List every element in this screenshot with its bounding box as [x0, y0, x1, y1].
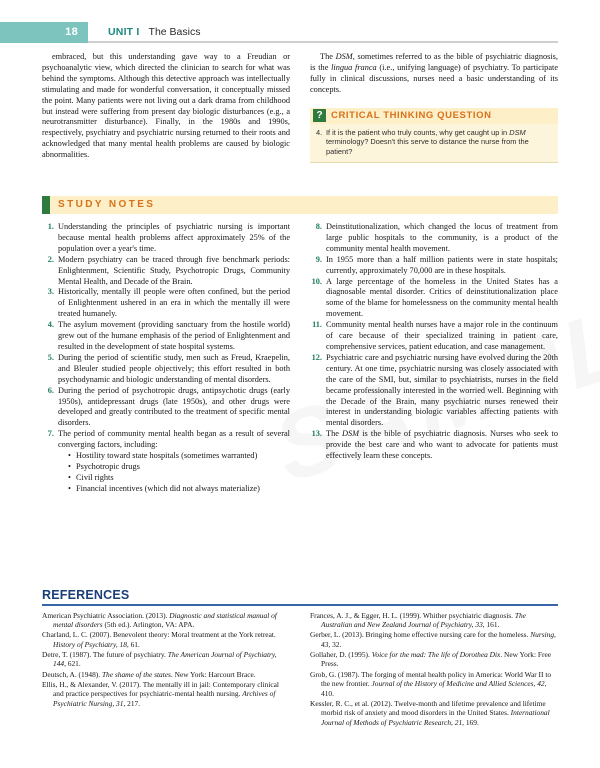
unit-label: UNIT I — [108, 26, 140, 38]
study-note-item — [310, 222, 558, 255]
study-note-number: 13. — [311, 429, 322, 439]
study-notes-header — [42, 196, 558, 214]
study-note-subitem: • Hostility toward state hospitals (sometimes warranted) — [68, 451, 290, 462]
study-note-text: In 1955 more than a half million patients were in state hospitals; currently, approximately 70,000 are in these hospitals. — [326, 254, 558, 275]
study-note-text: During the period of psychotropic drugs, antipsychotic drugs (early 1950s), antidepressant drugs (late 1950s), and other drugs were developed and greatly contributed to the treatment of specific mental disorders. — [58, 385, 290, 428]
study-note-number: 2. — [47, 254, 54, 264]
study-note-number: 11. — [312, 320, 322, 330]
references-left-column — [42, 611, 290, 709]
critical-thinking-item — [316, 128, 552, 157]
reference-entry: Detre, T. (1987). The future of psychiatry. The American Journal of Psychiatry, 144, 621. — [42, 649, 277, 669]
page-number: 18 — [65, 26, 78, 38]
critical-thinking-header — [310, 108, 558, 124]
critical-thinking-title: CRITICAL THINKING QUESTION — [331, 110, 492, 122]
study-note-subitem: • Financial incentives (which did not always materialize) — [68, 484, 290, 495]
study-note-item — [42, 222, 290, 255]
header-rule — [88, 41, 558, 43]
study-notes-columns — [42, 222, 558, 495]
references-section — [42, 588, 558, 728]
study-note-text: A large percentage of the homeless in the United States has a diagnosable mental disorder. Critics of deinstitutionalization place some of the blame for homelessness on the community mental health movement. — [326, 276, 558, 319]
reference-entry: Grob, G. (1987). The forging of mental health policy in America: World War II to the new frontier. Journal of the History of Medicine and Allied Sciences, 42, 410. — [310, 669, 552, 698]
top-columns — [42, 52, 558, 163]
critical-thinking-number: 4. — [316, 127, 323, 137]
study-note-item — [42, 255, 290, 288]
study-note-item — [310, 255, 558, 277]
references-title: REFERENCES — [42, 588, 130, 602]
study-note-text: During the period of scientific study, men such as Freud, Kraepelin, and Bleuler studied people objectively; this effort resulted in both psychodynamic and biologic understanding of mental disorders. — [58, 352, 290, 384]
study-note-text: The DSM is the bible of psychiatric diagnosis. Nurses who seek to provide the best care and who want to advocate for patients must effectively learn these concepts. — [326, 429, 558, 461]
study-note-item — [42, 353, 290, 386]
study-note-number: 8. — [315, 222, 322, 231]
study-notes-left-list — [42, 222, 290, 495]
reference-entry: Deutsch, A. (1948). The shame of the states. New York: Harcourt Brace. — [42, 669, 256, 679]
references-right-column — [310, 611, 558, 729]
reference-entry: Ellis, H., & Alexander, V. (2017). The mentally ill in jail: Contemporary clinical and practice perspectives for psychiatric-mental health nursing. Archives of Psychiatric Nursing, 31, 217. — [42, 679, 279, 708]
study-note-item — [310, 429, 558, 462]
top-left-column — [42, 52, 290, 161]
study-note-number: 3. — [47, 287, 54, 297]
study-notes-section — [42, 196, 558, 495]
study-notes-accent-bar — [42, 196, 50, 214]
study-note-subitem: • Psychotropic drugs — [68, 462, 290, 473]
references-left-list — [42, 611, 290, 709]
study-note-number: 4. — [47, 320, 54, 330]
references-rule — [42, 604, 558, 606]
study-note-number: 5. — [47, 352, 54, 362]
study-note-item — [310, 353, 558, 429]
running-head — [0, 22, 600, 43]
top-right-column — [310, 52, 558, 163]
reference-entry: Charland, L. C. (2007). Benevolent theory: Moral treatment at the York retreat. History of Psychiatry, 18, 61. — [42, 630, 276, 649]
critical-thinking-text: If it is the patient who truly counts, why get caught up in DSM terminology? Doesn't this serve to distance the nurse from the patient? — [326, 127, 529, 156]
study-note-number: 10. — [311, 276, 322, 286]
critical-thinking-body — [310, 124, 558, 163]
study-note-text: Modern psychiatry can be traced through five benchmark periods: Enlightenment, Scientific Study, Psychotropic Drugs, Community Mental Health, and Decade of the Brain. — [58, 254, 290, 286]
references-columns — [42, 611, 558, 729]
right-body-paragraph: The DSM, sometimes referred to as the bible of psychiatric diagnosis, is the lingua franca (i.e., unifying language) of psychiatry. To participate fully in clinical discussions, nurses need a basic understanding of its concepts. — [310, 52, 558, 94]
critical-thinking-question-box — [310, 108, 558, 164]
study-note-text: The asylum movement (providing sanctuary from the hostile world) grew out of the humane emphasis of the period of Enlightenment and resulted in the development of state hospital systems. — [58, 320, 290, 351]
study-notes-right-column — [310, 222, 558, 462]
references-right-list — [310, 611, 558, 728]
reference-entry: Kessler, R. C., et al. (2012). Twelve-month and lifetime prevalence and lifetime morbid risk of anxiety and mood disorders in the United States. International Journal of Methods of Psychiatric Research, 21, 169. — [310, 698, 550, 728]
study-note-number: 1. — [47, 222, 54, 231]
study-note-text: Deinstitutionalization, which changed the locus of treatment from large public hospitals to the community, is a product of the community mental health movement. — [326, 222, 558, 253]
study-note-number: 7. — [47, 429, 54, 439]
study-note-subitem: • Civil rights — [68, 473, 290, 484]
study-note-text: Psychiatric care and psychiatric nursing have evolved during the 20th century. At one time, psychiatric nursing was closely associated with the care of the SMI, but, similar to psychiatrists, nurses in the field became professionally interested in the worried well. Beginning with the Decade of the Brain, many psychiatric nurses renewed their interest in understanding biologic variables affecting patients with mental disorders. — [326, 352, 558, 428]
study-note-item — [42, 386, 290, 430]
reference-entry: Gollaher, D. (1995). Voice for the mad: The life of Dorothea Dix. New York: Free Press. — [310, 649, 552, 669]
reference-entry: Frances, A. J., & Egger, H. L. (1999). Whither psychiatric diagnosis. The Australian and New Zealand Journal of Psychiatry, 33, 161. — [310, 610, 526, 630]
study-note-item — [310, 277, 558, 321]
running-head-title — [108, 23, 200, 41]
reference-entry: American Psychiatric Association. (2013). Diagnostic and statistical manual of mental disorders (5th ed.). Arlington, VA: APA. — [42, 610, 277, 630]
unit-title: The Basics — [148, 26, 201, 38]
study-note-text: Community mental health nurses have a major role in the continuum of care because of their specialized training in patient care, comprehensive services, patient education, and case management. — [326, 320, 558, 351]
study-notes-right-list — [310, 222, 558, 462]
study-note-text: Understanding the principles of psychiatric nursing is important because mental health problems affect approximately 25% of the population over a year's time. — [58, 222, 290, 253]
study-note-text: Historically, mentally ill people were often confined, but the period of Enlightenment ushered in an era in which the mentally ill were treated humanely. — [58, 287, 290, 319]
study-notes-left-column — [42, 222, 290, 495]
question-mark-icon: ? — [313, 109, 326, 122]
study-note-item — [42, 287, 290, 320]
study-note-sublist — [58, 451, 290, 495]
study-note-item — [42, 429, 290, 494]
study-notes-title: STUDY NOTES — [58, 199, 156, 210]
left-body-paragraph: embraced, but this understanding gave way to a Freudian or psychoanalytic view, which directed the clinician to search for what was behind the symptoms. Although this detective approach was intellectually stimulating and made for wonderful conversation, it conceptually missed the point. Many patients were not living out a dark drama from childhood but instead were suffering from present day biologic disturbances (e.g., a neurotransmitter disturbance). Finally, in the 1980s and 1990s, respectively, psychiatry and psychiatric nursing returned to their roots and acknowledged that many mental health problems are caused by biologic abnormalities. — [42, 52, 290, 160]
study-note-item — [42, 320, 290, 353]
reference-entry: Gerber, L. (2013). Bringing home effective nursing care for the homeless. Nursing, 43, 32. — [310, 630, 556, 649]
study-note-text: The period of community mental health began as a result of several converging factors, including: — [58, 429, 290, 450]
study-note-number: 12. — [311, 352, 322, 362]
study-note-item — [310, 320, 558, 353]
study-note-number: 6. — [47, 385, 54, 395]
study-note-number: 9. — [315, 254, 322, 264]
